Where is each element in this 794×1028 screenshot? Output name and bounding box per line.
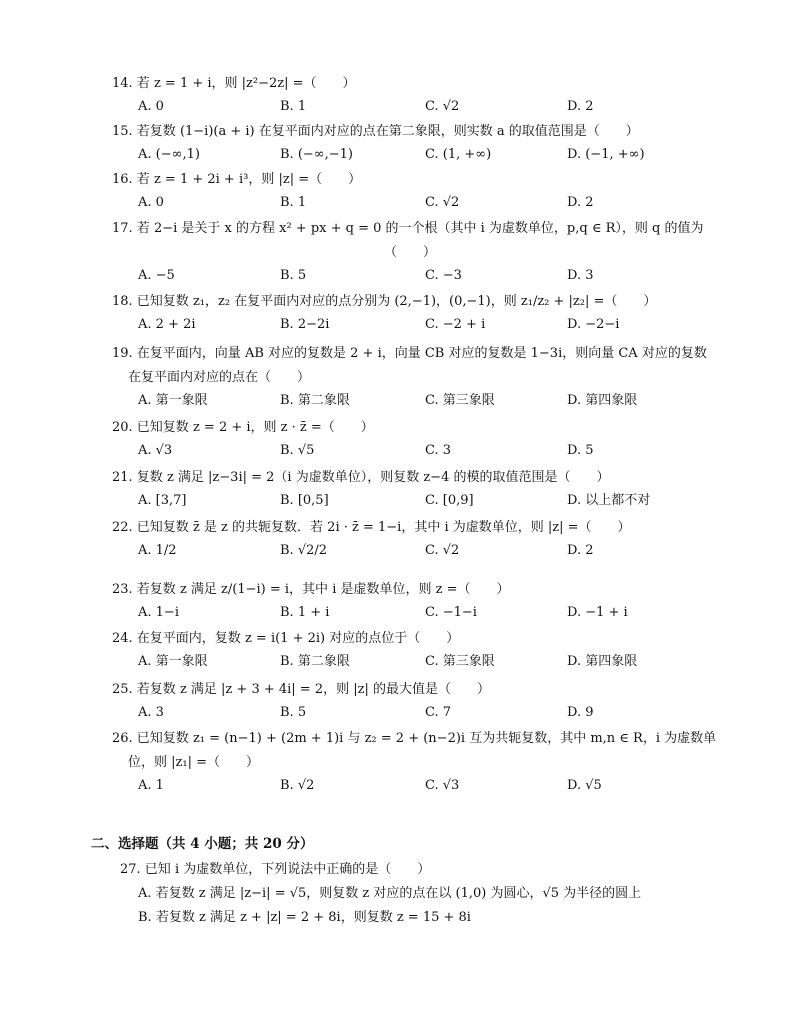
option-c: C. [0,9] (425, 493, 474, 508)
question-stem: 19. 在复平面内，向量 AB 对应的复数是 2 + i，向量 CB 对应的复数是 1−3i，则向量 CA 对应的复数 (112, 346, 707, 361)
question-stem: 26. 已知复数 z₁ = (n−1) + (2m + 1)i 与 z₂ = 2 + (n−2)i 互为共轭复数，其中 m,n ∈ R，i 为虚数单 (112, 731, 717, 746)
option-d: D. 2 (567, 195, 594, 210)
option-c: C. 第三象限 (425, 654, 495, 669)
option-c: C. 7 (425, 705, 452, 720)
question-14 (112, 72, 722, 118)
question-26 (112, 727, 722, 797)
question-stem: 25. 若复数 z 满足 |z + 3 + 4i| = 2，则 |z| 的最大值是（ ） (112, 682, 490, 697)
question-20 (112, 416, 722, 462)
option-b: B. √5 (280, 443, 315, 458)
option-b: B. 1 + i (280, 605, 330, 620)
option-b: B. 2−2i (280, 317, 330, 332)
question-25 (112, 678, 722, 724)
option-b: B. √2 (280, 778, 315, 793)
option-a: A. 若复数 z 满足 |z−i| = √5，则复数 z 对应的点在以 (1,0) 为圆心，√5 为半径的圆上 (138, 886, 642, 901)
option-d: D. 9 (567, 705, 594, 720)
option-b: B. [0,5] (280, 493, 329, 508)
option-d: D. 2 (567, 99, 594, 114)
option-c: C. 第三象限 (425, 393, 495, 408)
option-b: B. 第二象限 (280, 393, 350, 408)
option-c: C. 3 (425, 443, 452, 458)
option-a: A. 第一象限 (138, 654, 208, 669)
question-stem: 20. 已知复数 z = 2 + i，则 z · z̄ =（ ） (112, 420, 374, 435)
option-a: A. 3 (138, 705, 164, 720)
options-row (112, 440, 722, 462)
option-c: C. √2 (425, 99, 460, 114)
options-row (112, 702, 722, 724)
option-c: C. −2 + i (425, 317, 486, 332)
options-row (112, 540, 722, 562)
option-c: C. −3 (425, 268, 462, 283)
options-row (112, 490, 722, 512)
options-row (112, 390, 722, 412)
option-a: A. √3 (138, 443, 173, 458)
option-b: B. (−∞,−1) (280, 147, 353, 162)
option-d: D. 3 (567, 268, 594, 283)
question-24 (112, 627, 722, 673)
option-d: D. 第四象限 (567, 654, 638, 669)
option-d: D. 5 (567, 443, 594, 458)
option-b: B. 若复数 z 满足 z + |z| = 2 + 8i，则复数 z = 15 + 8i (138, 910, 471, 925)
question-stem: 22. 已知复数 z̄ 是 z 的共轭复数．若 2i · z̄ = 1−i，其中 i 为虚数单位，则 |z| =（ ） (112, 520, 631, 535)
option-d: D. −1 + i (567, 605, 628, 620)
section-heading: 二、选择题（共 4 小题；共 20 分） (91, 836, 314, 852)
option-a: A. 第一象限 (138, 393, 208, 408)
option-c: C. √2 (425, 543, 460, 558)
options-row (112, 314, 722, 336)
option-a: A. (−∞,1) (138, 147, 200, 162)
options-row (112, 265, 722, 287)
question-22 (112, 516, 722, 562)
option-c: C. √3 (425, 778, 460, 793)
option-c: C. (1, +∞) (425, 147, 492, 162)
question-stem-continued: 位，则 |z₁| =（ ） (128, 755, 259, 770)
question-stem: 24. 在复平面内，复数 z = i(1 + 2i) 对应的点位于（ ） (112, 631, 460, 646)
option-b: B. 第二象限 (280, 654, 350, 669)
option-b: B. 1 (280, 195, 307, 210)
question-stem: 15. 若复数 (1−i)(a + i) 在复平面内对应的点在第二象限，则实数 a 的取值范围是（ ） (112, 124, 639, 139)
question-18 (112, 290, 722, 336)
option-b: B. 5 (280, 268, 307, 283)
options-row (112, 602, 722, 624)
question-stem: 23. 若复数 z 满足 z/(1−i) = i，其中 i 是虚数单位，则 z =（ ） (112, 582, 510, 597)
question-stem: 18. 已知复数 z₁，z₂ 在复平面内对应的点分别为 (2,−1)，(0,−1)，则 z₁/z₂ + |z₂| =（ ） (112, 294, 657, 309)
question-17 (112, 217, 722, 287)
question-15 (112, 120, 722, 166)
option-a: A. 1 (138, 778, 164, 793)
option-a: A. 0 (138, 99, 164, 114)
question-stem: 17. 若 2−i 是关于 x 的方程 x² + px + q = 0 的一个根（其中 i 为虚数单位，p,q ∈ R），则 q 的值为 (112, 221, 704, 236)
option-d: D. 2 (567, 543, 594, 558)
question-stem: 27. 已知 i 为虚数单位，下列说法中正确的是（ ） (120, 862, 431, 877)
option-b: B. 5 (280, 705, 307, 720)
options-row (112, 144, 722, 166)
options-row (112, 192, 722, 214)
option-d: D. 以上都不对 (567, 493, 651, 508)
question-stem: 14. 若 z = 1 + i，则 |z²−2z| =（ ） (112, 76, 356, 91)
question-16 (112, 168, 722, 214)
question-27 (118, 858, 758, 930)
option-a: A. 0 (138, 195, 164, 210)
option-b: B. 1 (280, 99, 307, 114)
option-a: A. 1/2 (138, 543, 177, 558)
option-d: D. √5 (567, 778, 602, 793)
option-a: A. 1−i (138, 605, 179, 620)
option-d: D. (−1, +∞) (567, 147, 645, 162)
option-c: C. −1−i (425, 605, 477, 620)
option-a: A. [3,7] (138, 493, 187, 508)
options-row (112, 775, 722, 797)
question-stem: 21. 复数 z 满足 |z−3i| = 2（i 为虚数单位），则复数 z−4 的模的取值范围是（ ） (112, 470, 610, 485)
question-stem: 16. 若 z = 1 + 2i + i³，则 |z| =（ ） (112, 172, 362, 187)
question-23 (112, 578, 722, 624)
question-19 (112, 342, 722, 412)
question-stem-continued: （ ） (384, 245, 437, 260)
options-row (112, 96, 722, 118)
option-d: D. 第四象限 (567, 393, 638, 408)
question-stem-continued: 在复平面内对应的点在（ ） (128, 370, 311, 385)
option-b: B. √2/2 (280, 543, 328, 558)
option-d: D. −2−i (567, 317, 620, 332)
option-c: C. √2 (425, 195, 460, 210)
option-a: A. −5 (138, 268, 175, 283)
option-a: A. 2 + 2i (138, 317, 196, 332)
options-row (112, 651, 722, 673)
question-21 (112, 466, 722, 512)
